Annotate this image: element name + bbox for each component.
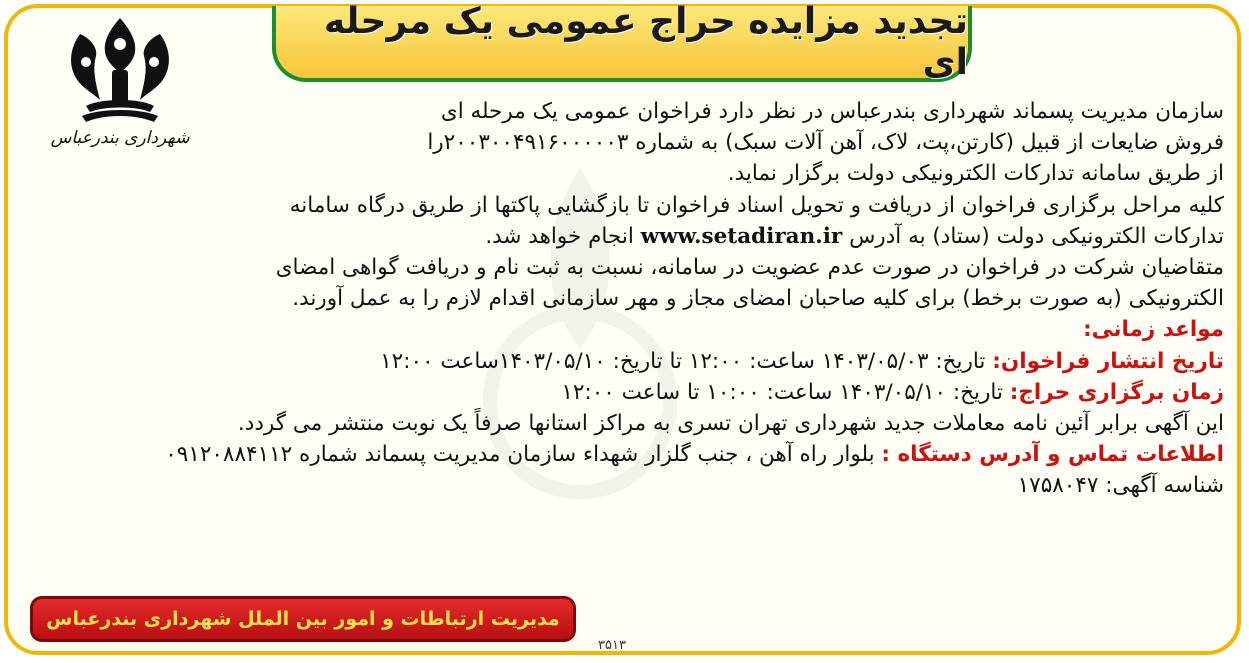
body-text: انجام خواهد شد. — [485, 223, 634, 249]
schedule-heading — [20, 314, 1224, 345]
schedule-heading-text: مواعد زمانی: — [1083, 317, 1224, 343]
auction-date-value: تاریخ: ۱۴۰۳/۰۵/۱۰ ساعت: ۱۰:۰۰ تا ساعت ۱۲:۰۰ — [561, 379, 1003, 405]
title-banner — [272, 1, 972, 83]
page-number: ۳۵۱۳ — [598, 638, 626, 653]
ad-id: شناسه آگهی: ۱۷۵۸۰۴۷ — [1017, 473, 1224, 499]
publish-date-label: تاریخ انتشار فراخوان: — [992, 348, 1224, 374]
contact-line — [20, 439, 1224, 470]
publish-date-value: تاریخ: ۱۴۰۳/۰۵/۰۳ ساعت: ۱۲:۰۰ تا تاریخ: ۱۴۰۳/۰۵/۱۰ساعت ۱۲:۰۰ — [380, 348, 986, 374]
publish-date-line — [20, 346, 1224, 377]
regulation-note: این آگهی برابر آئین نامه معاملات جدید شهرداری تهران تسری به مراکز استانها صرفاً یک نوبت منتشر می گردد. — [237, 410, 1224, 436]
body-text: تدارکات الکترونیکی دولت (ستاد) به آدرس — [849, 223, 1224, 249]
contact-label: اطلاعات تماس و آدرس دستگاه : — [881, 442, 1224, 468]
body-line: از طریق سامانه تدارکات الکترونیکی دولت برگزار نماید. — [727, 161, 1224, 187]
body-line: الکترونیکی (به صورت برخط) برای کلیه صاحبان امضای مجاز و مهر سازمانی اقدام لازم را به عمل آورند. — [292, 286, 1224, 312]
auction-date-line — [20, 377, 1224, 408]
body-line: سازمان مدیریت پسماند شهرداری بندرعباس در نظر دارد فراخوان عمومی یک مرحله ای — [440, 99, 1224, 124]
body-line: فروش ضایعات از قبیل (کارتن،پت، لاک، آهن آلات سبک) به شماره ۲۰۰۳۰۰۴۹۱۶۰۰۰۰۰۳را — [427, 130, 1224, 156]
footer-banner — [30, 596, 576, 642]
footer-banner-text: مدیریت ارتباطات و امور بین الملل شهرداری بندرعباس — [46, 608, 560, 630]
contact-value: بلوار راه آهن ، جنب گلزار شهداء سازمان مدیریت پسماند شماره ۰۹۱۲۰۸۸۴۱۱۲ — [165, 442, 875, 468]
body-line: کلیه مراحل برگزاری فراخوان از دریافت و تحویل اسناد فراخوان تا بازگشایی پاکتها از طریق درگاه سامانه — [289, 192, 1224, 218]
notice-body — [20, 96, 1224, 501]
logo-caption: شهرداری بندرعباس — [50, 128, 190, 148]
website-link[interactable]: www.setadiran.ir — [640, 223, 843, 249]
body-line-website — [20, 221, 1224, 252]
notice-title: تجدید مزایده حراج عمومی یک مرحله ای — [324, 1, 968, 83]
auction-date-label: زمان برگزاری حراج: — [1009, 379, 1224, 405]
body-line: متقاضیان شرکت در فراخوان در صورت عدم عضویت در سامانه، نسبت به ثبت نام و دریافت گواهی امضای — [275, 254, 1224, 280]
